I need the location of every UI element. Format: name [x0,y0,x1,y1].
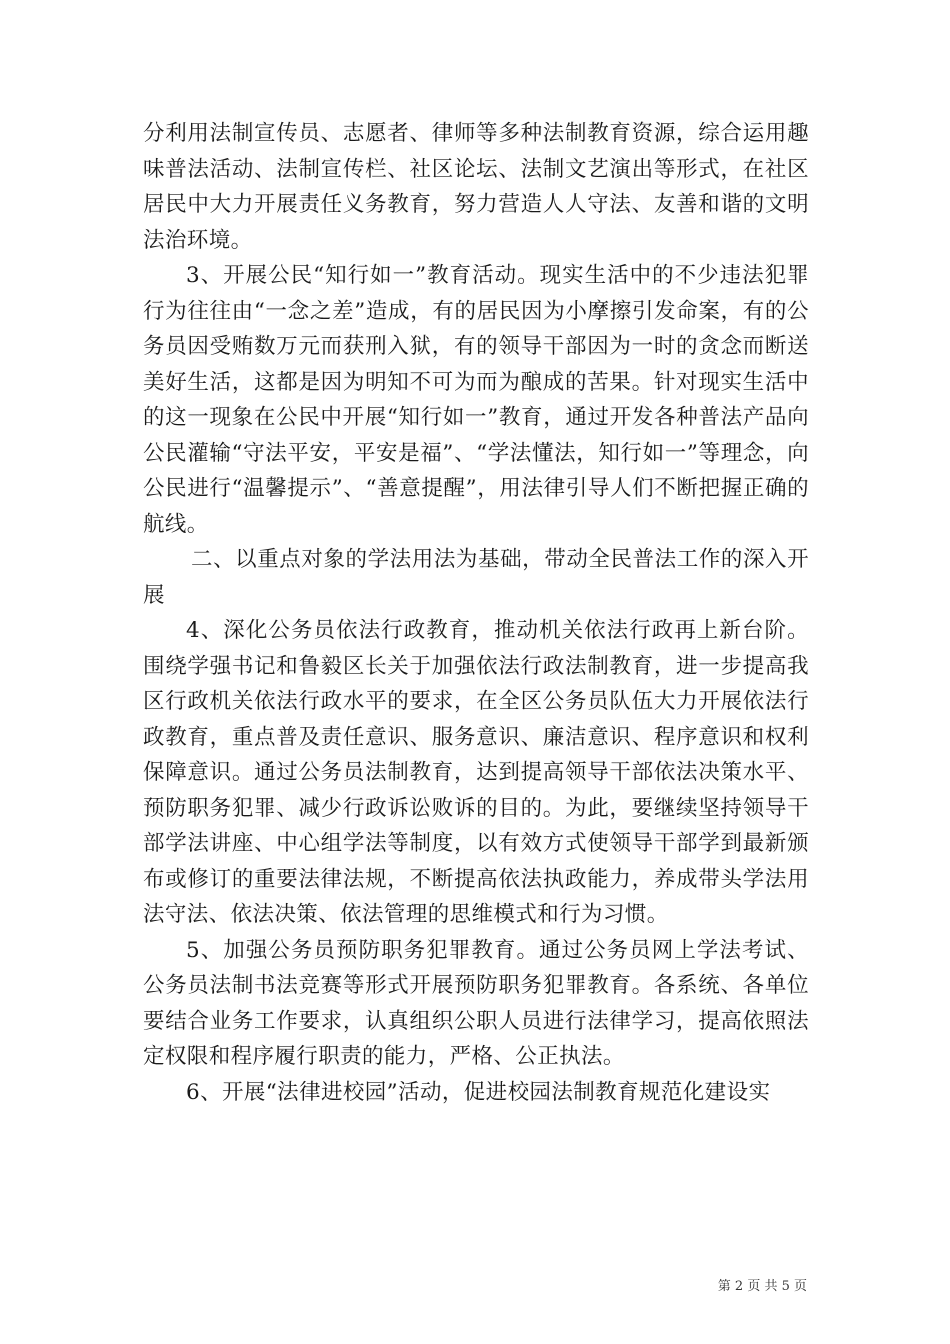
paragraph-continuation: 分利用法制宣传员、志愿者、律师等多种法制教育资源，综合运用趣味普法活动、法制宣传栏、社区论坛、法制文艺演出等形式，在社区居民中大力开展责任义务教育，努力营造人人守法、友善和谐的文明法治环境。 [143,121,809,253]
paragraph-item-3: 3、开展公民“知行如一”教育活动。现实生活中的不少违法犯罪行为往往由“一念之差”造成，有的居民因为小摩擦引发命案，有的公务员因受贿数万元而获刑入狱，有的领导干部因为一时的贪念而断送美好生活，这都是因为明知不可为而为酿成的苦果。针对现实生活中的这一现象在公民中开展“知行如一”教育，通过开发各种普法产品向公民灌输“守法平安，平安是福”、“学法懂法，知行如一”等理念，向公民进行“温馨提示”、“善意提醒”，用法律引导人们不断把握正确的航线。 [143,263,809,537]
section-heading-2: 二、以重点对象的学法用法为基础，带动全民普法工作的深入开展 [143,547,809,608]
document-body [143,116,809,1110]
paragraph-item-4: 4、深化公务员依法行政教育，推动机关依法行政再上新台阶。围绕学强书记和鲁毅区长关于加强依法行政法制教育，进一步提高我区行政机关依法行政水平的要求，在全区公务员队伍大力开展依法行政教育，重点普及责任意识、服务意识、廉洁意识、程序意识和权利保障意识。通过公务员法制教育，达到提高领导干部依法决策水平、预防职务犯罪、减少行政诉讼败诉的目的。为此，要继续坚持领导干部学法讲座、中心组学法等制度，以有效方式使领导干部学到最新颁布或修订的重要法律法规，不断提高依法执政能力，养成带头学法用法守法、依法决策、依法管理的思维模式和行为习惯。 [143,618,809,927]
paragraph-item-6: 6、开展“法律进校园”活动，促进校园法制教育规范化建设实 [186,1079,771,1105]
page-number-footer: 第 2 页 共 5 页 [717,1279,807,1294]
paragraph-item-5: 5、加强公务员预防职务犯罪教育。通过公务员网上学法考试、公务员法制书法竞赛等形式开展预防职务犯罪教育。各系统、各单位要结合业务工作要求，认真组织公职人员进行法律学习，提高依照法定权限和程序履行职责的能力，严格、公正执法。 [143,937,809,1069]
